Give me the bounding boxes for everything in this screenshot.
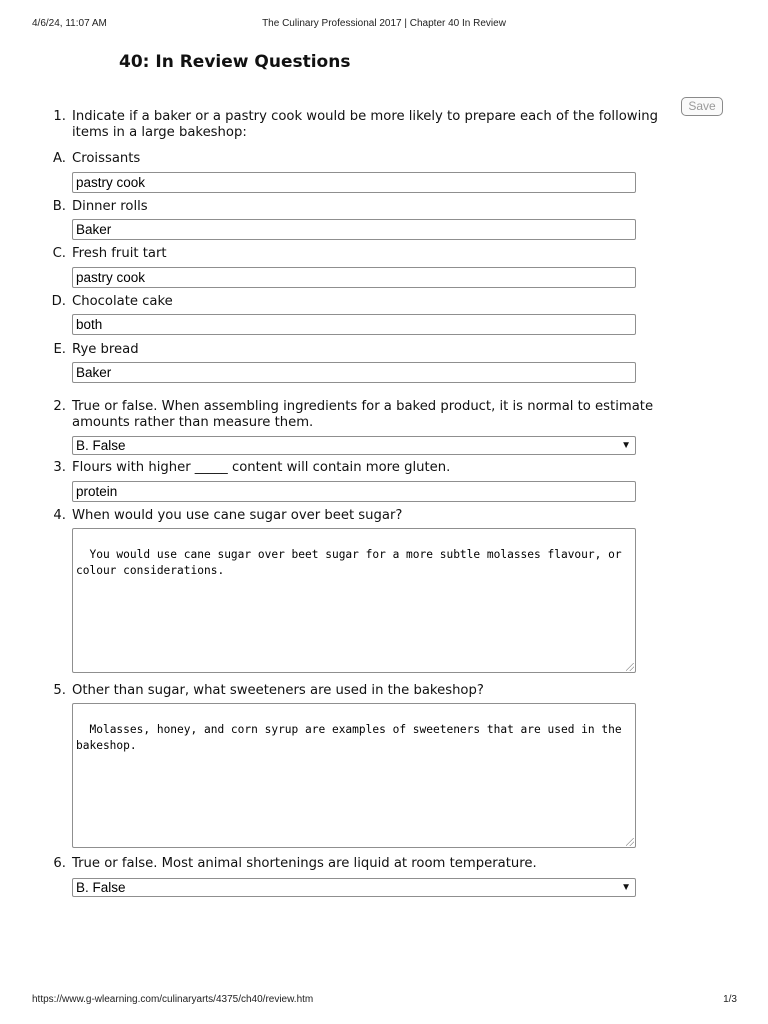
question-number: 3. xyxy=(53,460,66,475)
subitem-label: Croissants xyxy=(72,151,141,166)
question-number: 2. xyxy=(53,399,66,414)
subitem-label: Rye bread xyxy=(72,342,139,357)
print-datetime: 4/6/24, 11:07 AM xyxy=(32,18,107,29)
resize-grip-icon[interactable] xyxy=(626,838,634,846)
subitem-letter: D. xyxy=(51,294,66,309)
question-text-line2: amounts rather than measure them. xyxy=(72,415,314,430)
question-text-line1: Indicate if a baker or a pastry cook would be more likely to prepare each of the following xyxy=(72,109,658,124)
question-text: Other than sugar, what sweeteners are used in the bakeshop? xyxy=(72,683,484,698)
selected-option: B. False xyxy=(76,880,126,895)
subitem-label: Fresh fruit tart xyxy=(72,246,167,261)
answer-select-q2[interactable] xyxy=(72,436,636,455)
subitem-label: Dinner rolls xyxy=(72,199,148,214)
question-text: Flours with higher _____ content will contain more gluten. xyxy=(72,460,451,475)
textarea-content: You would use cane sugar over beet sugar for a more subtle molasses flavour, or colour considerations. xyxy=(76,548,629,577)
answer-field-a[interactable]: pastry cook xyxy=(72,172,636,193)
answer-field-e[interactable]: Baker xyxy=(72,362,636,383)
subitem-letter: A. xyxy=(53,151,66,166)
textarea-content: Molasses, honey, and corn syrup are examples of sweeteners that are used in the bakeshop. xyxy=(76,723,629,752)
question-number: 1. xyxy=(53,109,66,124)
question-text: When would you use cane sugar over beet sugar? xyxy=(72,508,403,523)
question-text: True or false. Most animal shortenings are liquid at room temperature. xyxy=(72,856,537,871)
answer-field-c[interactable]: pastry cook xyxy=(72,267,636,288)
print-url: https://www.g-wlearning.com/culinaryarts/4375/ch40/review.htm xyxy=(32,994,314,1005)
question-text-line2: items in a large bakeshop: xyxy=(72,125,247,140)
question-number: 6. xyxy=(53,856,66,871)
question-number: 5. xyxy=(53,683,66,698)
question-text-line1: True or false. When assembling ingredients for a baked product, it is normal to estimate xyxy=(72,399,654,414)
answer-field-d[interactable]: both xyxy=(72,314,636,335)
answer-field-b[interactable]: Baker xyxy=(72,219,636,240)
print-document-title: The Culinary Professional 2017 | Chapter 40 In Review xyxy=(262,18,506,29)
page-title: 40: In Review Questions xyxy=(119,52,351,72)
answer-textarea-q4[interactable] xyxy=(72,528,636,673)
subitem-label: Chocolate cake xyxy=(72,294,173,309)
subitem-letter: B. xyxy=(52,199,66,214)
chevron-down-icon: ▼ xyxy=(621,440,631,451)
resize-grip-icon[interactable] xyxy=(626,663,634,671)
subitem-letter: C. xyxy=(52,246,66,261)
chevron-down-icon: ▼ xyxy=(621,882,631,893)
answer-select-q6[interactable] xyxy=(72,878,636,897)
selected-option: B. False xyxy=(76,438,126,453)
question-number: 4. xyxy=(53,508,66,523)
answer-textarea-q5[interactable] xyxy=(72,703,636,848)
print-page-indicator: 1/3 xyxy=(723,994,737,1005)
answer-field-q3[interactable]: protein xyxy=(72,481,636,502)
save-button[interactable]: Save xyxy=(681,97,723,116)
subitem-letter: E. xyxy=(53,342,66,357)
